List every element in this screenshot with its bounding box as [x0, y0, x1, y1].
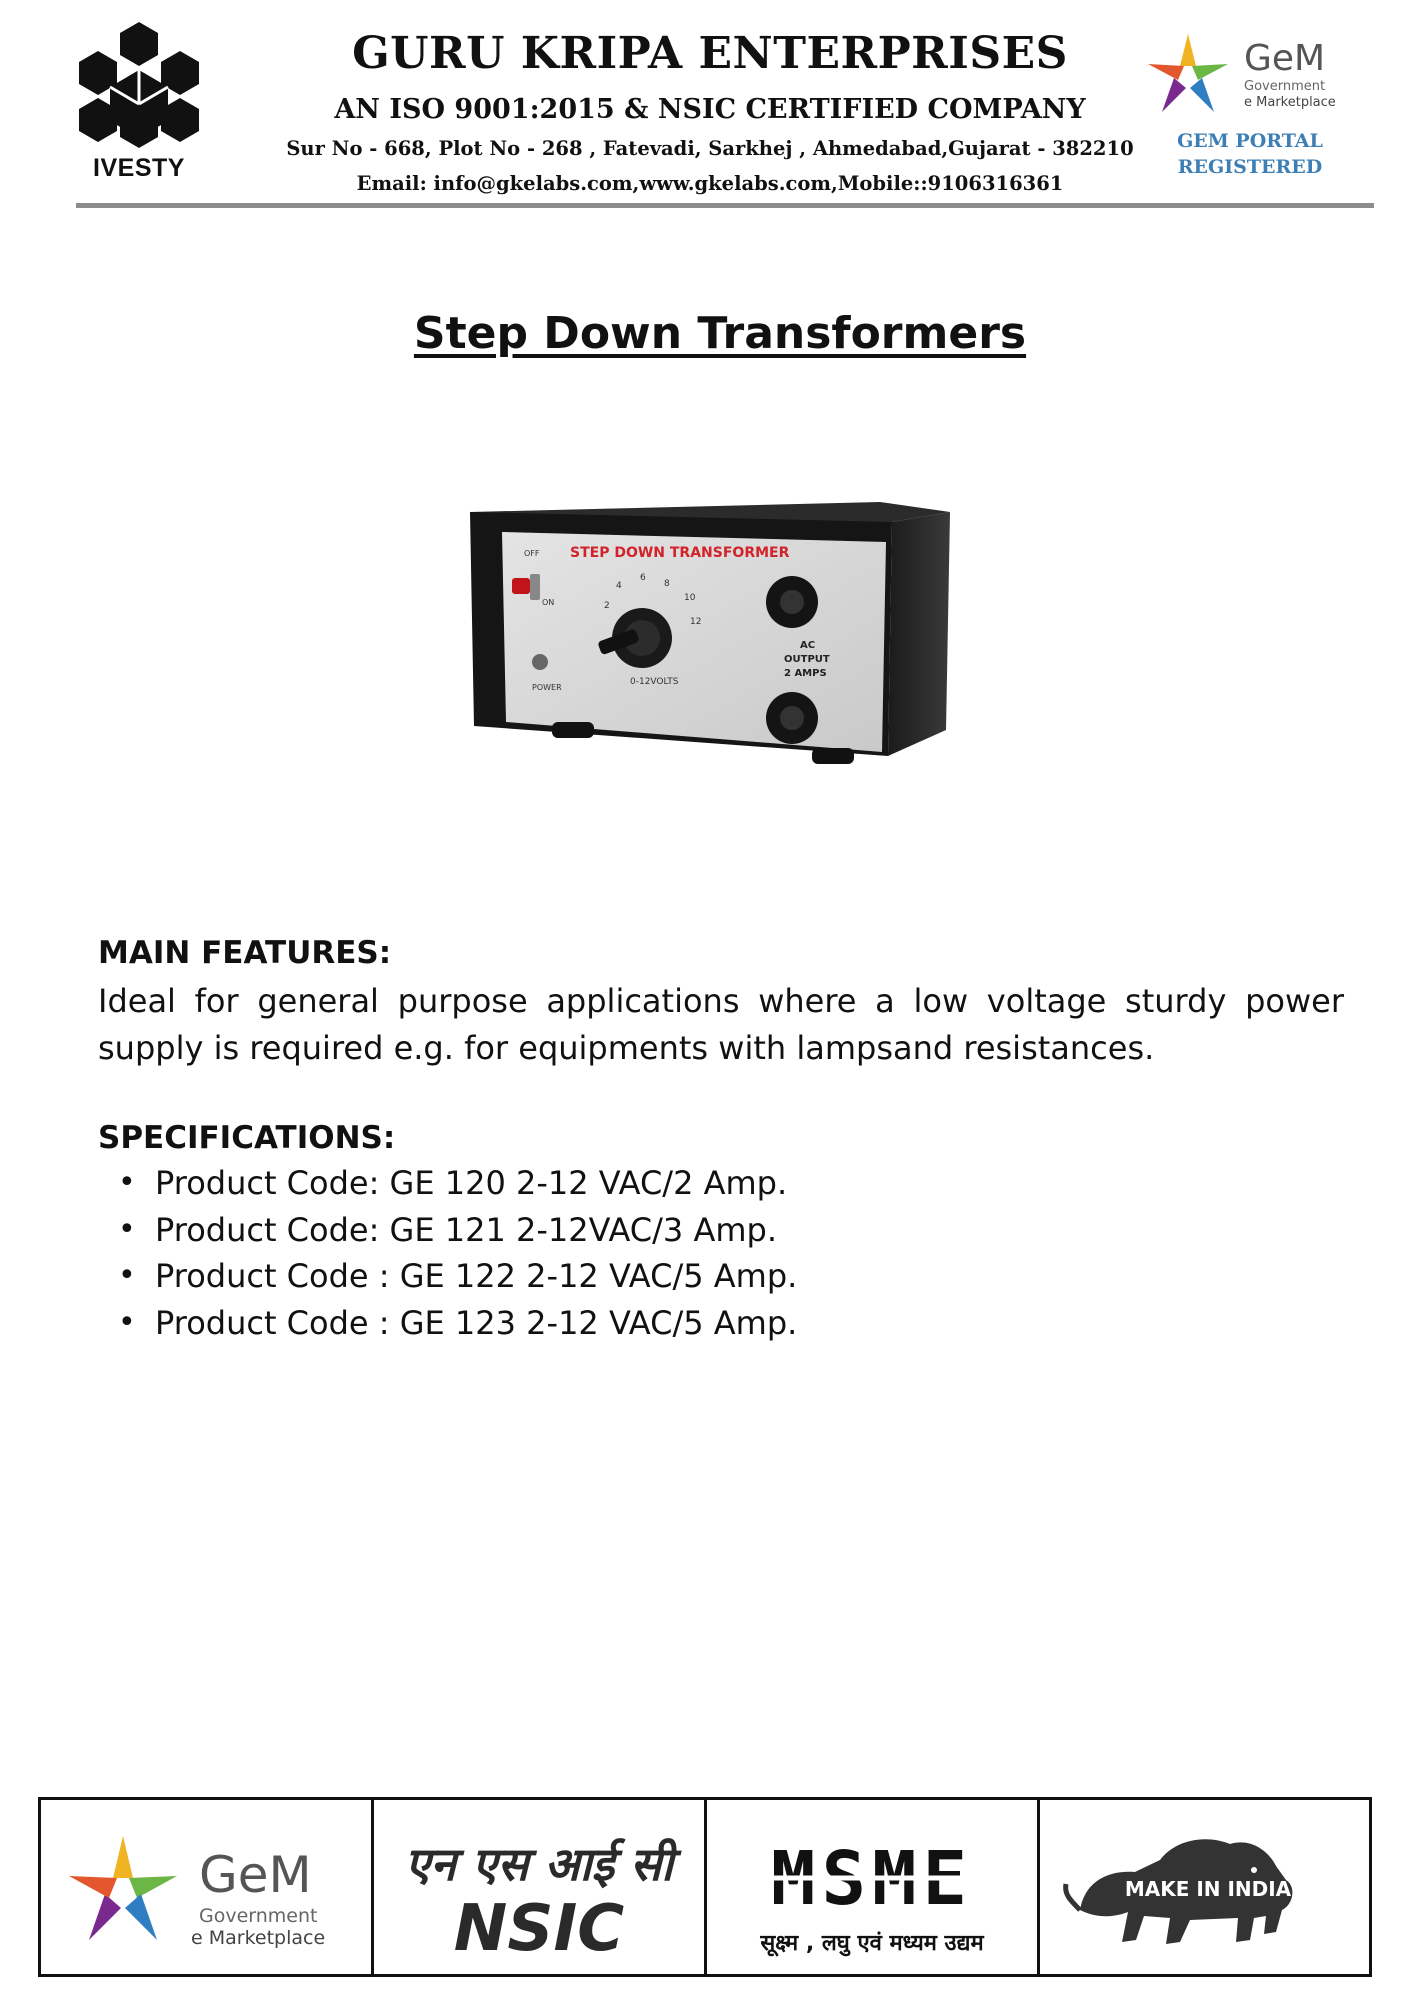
gem-header-name: GeM: [1244, 38, 1326, 79]
bullet-icon: •: [118, 1165, 136, 1200]
bullet-icon: •: [118, 1211, 136, 1247]
document-title: Step Down Transformers: [413, 308, 1027, 359]
gem-portal-text: [1140, 128, 1360, 180]
footer-gem-logo: [41, 1800, 374, 1974]
svg-text:12: 12: [690, 617, 702, 627]
transformer-illustration: [462, 490, 952, 820]
footer-gem-line2: e Marketplace: [191, 1927, 326, 1949]
specifications-list: [98, 1160, 1298, 1346]
spec-item: • Product Code : GE 122 2-12 VAC/5 Amp.: [98, 1253, 1298, 1300]
gem-header-logo: [1140, 30, 1360, 180]
svg-text:6: 6: [640, 573, 646, 583]
footer-logo-strip: [38, 1797, 1372, 1977]
ivesty-snowflake-icon: [76, 18, 202, 148]
footer-nsic-logo: [374, 1800, 707, 1974]
svg-text:OUTPUT: OUTPUT: [784, 654, 830, 665]
msme-hindi: सूक्ष्म , लघु एवं मध्यम उद्यम: [760, 1931, 984, 1956]
company-contact: Email: info@gkelabs.com,www.gkelabs.com,Mobile::9106316361: [356, 172, 1064, 195]
product-image: [462, 490, 952, 820]
spec-item: • Product Code: GE 121 2-12VAC/3 Amp.: [98, 1207, 1298, 1254]
nsic-hindi: एन एस आई सी: [404, 1837, 674, 1891]
footer-gem-name: GeM: [199, 1846, 312, 1904]
bullet-icon: •: [118, 1258, 136, 1293]
company-certification: AN ISO 9001:2015 & NSIC CERTIFIED COMPANY: [334, 94, 1086, 125]
bullet-icon: •: [118, 1304, 136, 1340]
panel-label: STEP DOWN TRANSFORMER: [570, 545, 790, 561]
spec-item: • Product Code : GE 123 2-12 VAC/5 Amp.: [98, 1300, 1298, 1347]
logo-text: IVESTY: [93, 154, 185, 182]
ivesty-logo: [76, 18, 202, 182]
svg-text:AC: AC: [800, 640, 816, 651]
specifications-heading: SPECIFICATIONS:: [98, 1120, 396, 1156]
lion-icon: [1040, 1800, 1370, 1974]
svg-text:POWER: POWER: [532, 683, 562, 692]
gem-portal-line1: GEM PORTAL: [1177, 130, 1323, 152]
gem-star-icon: [1140, 30, 1360, 122]
header-divider: [76, 203, 1374, 208]
make-in-india-text: MAKE IN INDIA: [1124, 1877, 1292, 1901]
svg-text:0-12VOLTS: 0-12VOLTS: [630, 677, 679, 687]
svg-text:ON: ON: [542, 598, 555, 607]
nsic-latin: NSIC: [453, 1892, 625, 1966]
footer-make-in-india-logo: [1040, 1800, 1370, 1974]
svg-text:8: 8: [664, 579, 670, 589]
msme-logo-icon: [707, 1800, 1037, 1974]
svg-text:10: 10: [684, 593, 696, 603]
svg-text:2 AMPS: 2 AMPS: [784, 668, 827, 679]
gem-portal-line2: REGISTERED: [1177, 156, 1323, 178]
msme-latin: MSME: [770, 1836, 974, 1922]
footer-msme-logo: [707, 1800, 1040, 1974]
gem-header-line1: Government: [1244, 79, 1326, 94]
svg-text:2: 2: [604, 601, 610, 611]
features-heading: MAIN FEATURES:: [98, 935, 392, 971]
spec-item: • Product Code: GE 120 2-12 VAC/2 Amp.: [98, 1160, 1298, 1207]
company-name: GURU KRIPA ENTERPRISES: [352, 28, 1068, 79]
svg-text:4: 4: [616, 581, 622, 591]
features-text: Ideal for general purpose applications where a low voltage sturdy power supply is required e.g. for equipments with lampsand resistances.: [98, 982, 1344, 1067]
footer-gem-line1: Government: [199, 1905, 318, 1927]
svg-text:OFF: OFF: [524, 549, 540, 558]
company-address: Sur No - 668, Plot No - 268 , Fatevadi, Sarkhej , Ahmedabad,Gujarat - 382210: [286, 137, 1134, 160]
gem-logo-icon: [41, 1800, 371, 1974]
gem-header-line2: e Marketplace: [1244, 95, 1336, 110]
nsic-logo-icon: [374, 1800, 704, 1974]
